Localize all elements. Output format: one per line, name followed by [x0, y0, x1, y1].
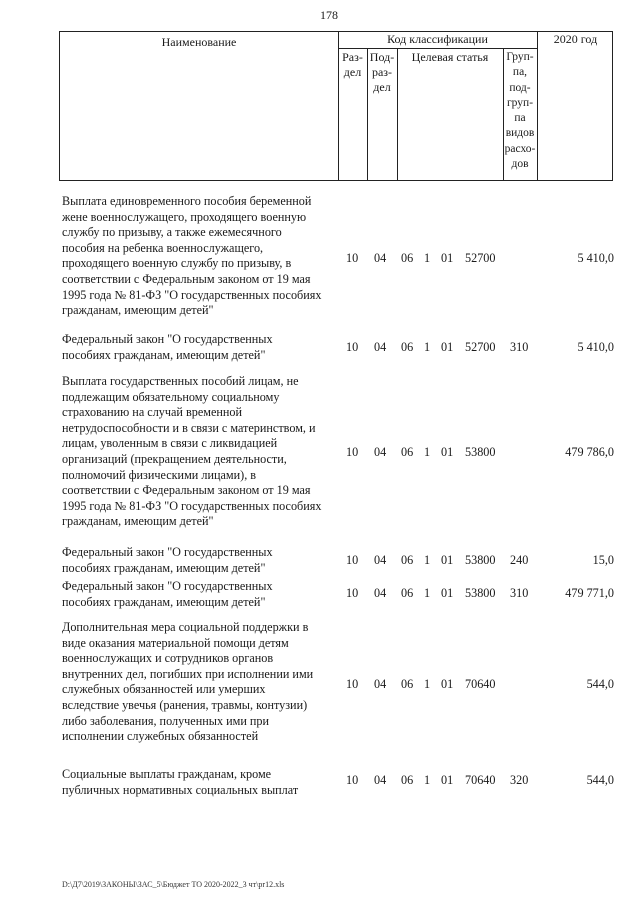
target-code-part: 01: [441, 677, 454, 691]
target-code-part: 06: [401, 340, 414, 354]
target-code-part: 06: [401, 251, 414, 265]
podrazdel-code: 04: [374, 251, 387, 265]
podrazdel-code: 04: [374, 553, 387, 567]
target-code-part: 1: [424, 586, 431, 600]
target-code-part: 01: [441, 553, 454, 567]
razdel-code: 10: [346, 340, 359, 354]
target-code-part: 1: [424, 251, 431, 265]
razdel-code: 10: [346, 553, 359, 567]
amount-2020: 479 771,0: [565, 586, 614, 600]
row-name: Федеральный закон "О государственных пособиях гражданам, имеющим детей": [62, 332, 273, 362]
target-code-part: 06: [401, 586, 414, 600]
razdel-code: 10: [346, 445, 359, 459]
row-name: Социальные выплаты гражданам, кроме публичных нормативных социальных выплат: [62, 767, 299, 797]
target-code-part: 01: [441, 773, 454, 787]
razdel-code: 10: [346, 773, 359, 787]
target-code-part: 1: [424, 677, 431, 691]
podrazdel-code: 04: [374, 677, 387, 691]
target-code-part: 70640: [465, 773, 496, 787]
amount-2020: 544,0: [586, 677, 614, 691]
amount-2020: 479 786,0: [565, 445, 614, 459]
amount-2020: 15,0: [592, 553, 614, 567]
target-code-part: 53800: [465, 553, 496, 567]
table-header: [59, 31, 613, 181]
target-code-part: 06: [401, 773, 414, 787]
page-number: 178: [320, 8, 338, 22]
target-code-part: 01: [441, 586, 454, 600]
target-code-part: 53800: [465, 586, 496, 600]
amount-2020: 5 410,0: [577, 251, 614, 265]
podrazdel-code: 04: [374, 445, 387, 459]
header-target-article: Целевая статья: [411, 50, 489, 64]
target-code-part: 01: [441, 251, 454, 265]
row-name: Федеральный закон "О государственных пособиях гражданам, имеющим детей": [62, 579, 273, 609]
expense-group-code: 240: [510, 553, 529, 567]
target-code-part: 06: [401, 445, 414, 459]
razdel-code: 10: [346, 677, 359, 691]
expense-group-code: 320: [510, 773, 529, 787]
razdel-code: 10: [346, 251, 359, 265]
row-name: Выплата единовременного пособия беременной жене военнослужащего, проходящего военную службу по призыву, а также ежемесячного пособия на ребенка военнослужащего, проходящего военную службу по призыву, в соответствии с Федеральным законом от 19 мая 1995 года № 81-ФЗ "О государственных пособиях гражданам, имеющим детей": [62, 194, 322, 318]
target-code-part: 06: [401, 553, 414, 567]
row-name: Федеральный закон "О государственных пособиях гражданам, имеющим детей": [62, 545, 273, 575]
target-code-part: 06: [401, 677, 414, 691]
header-razdel: Раз- дел: [342, 50, 363, 79]
podrazdel-code: 04: [374, 340, 387, 354]
target-code-part: 01: [441, 340, 454, 354]
header-classification: Код классификации: [387, 32, 488, 46]
header-expense-group: Груп- па, под- груп- па видов расхо- дов: [504, 51, 536, 171]
target-code-part: 70640: [465, 677, 496, 691]
row-name: Дополнительная мера социальной поддержки в виде оказания материальной помощи детям военнослужащих и сотрудников органов внутренних дел, погибших при исполнении ими служебных обязанностей или умерших вследствие увечья (ранения, травмы, контузии) либо заболевания, полученных ими при исполнении служебных обязанностей: [62, 620, 314, 744]
target-code-part: 1: [424, 445, 431, 459]
razdel-code: 10: [346, 586, 359, 600]
file-path-footer: D:\Д7\2019\ЗАКОНЫ\ЗАС_5\Бюджет ТО 2020-2022_3 чт\pr12.xls: [62, 880, 285, 889]
amount-2020: 544,0: [586, 773, 614, 787]
target-code-part: 1: [424, 553, 431, 567]
header-podrazdel: Под- раз- дел: [369, 50, 395, 94]
header-name: Наименование: [161, 35, 237, 49]
expense-group-code: 310: [510, 586, 529, 600]
header-year: 2020 год: [553, 32, 598, 46]
row-name: Выплата государственных пособий лицам, не подлежащим обязательному социальному страхованию на случай временной нетрудоспособности и в связи с материнством, и лицам, уволенным в связи с ликвидацией организаций (прекращением деятельности, полномочий физическими лицами), в соответствии с Федеральным законом от 19 мая 1995 года № 81-ФЗ "О государственных пособиях гражданам, имеющим детей": [62, 374, 322, 529]
target-code-part: 53800: [465, 445, 496, 459]
target-code-part: 52700: [465, 251, 496, 265]
expense-group-code: 310: [510, 340, 529, 354]
target-code-part: 52700: [465, 340, 496, 354]
target-code-part: 01: [441, 445, 454, 459]
podrazdel-code: 04: [374, 773, 387, 787]
target-code-part: 1: [424, 773, 431, 787]
amount-2020: 5 410,0: [577, 340, 614, 354]
target-code-part: 1: [424, 340, 431, 354]
podrazdel-code: 04: [374, 586, 387, 600]
